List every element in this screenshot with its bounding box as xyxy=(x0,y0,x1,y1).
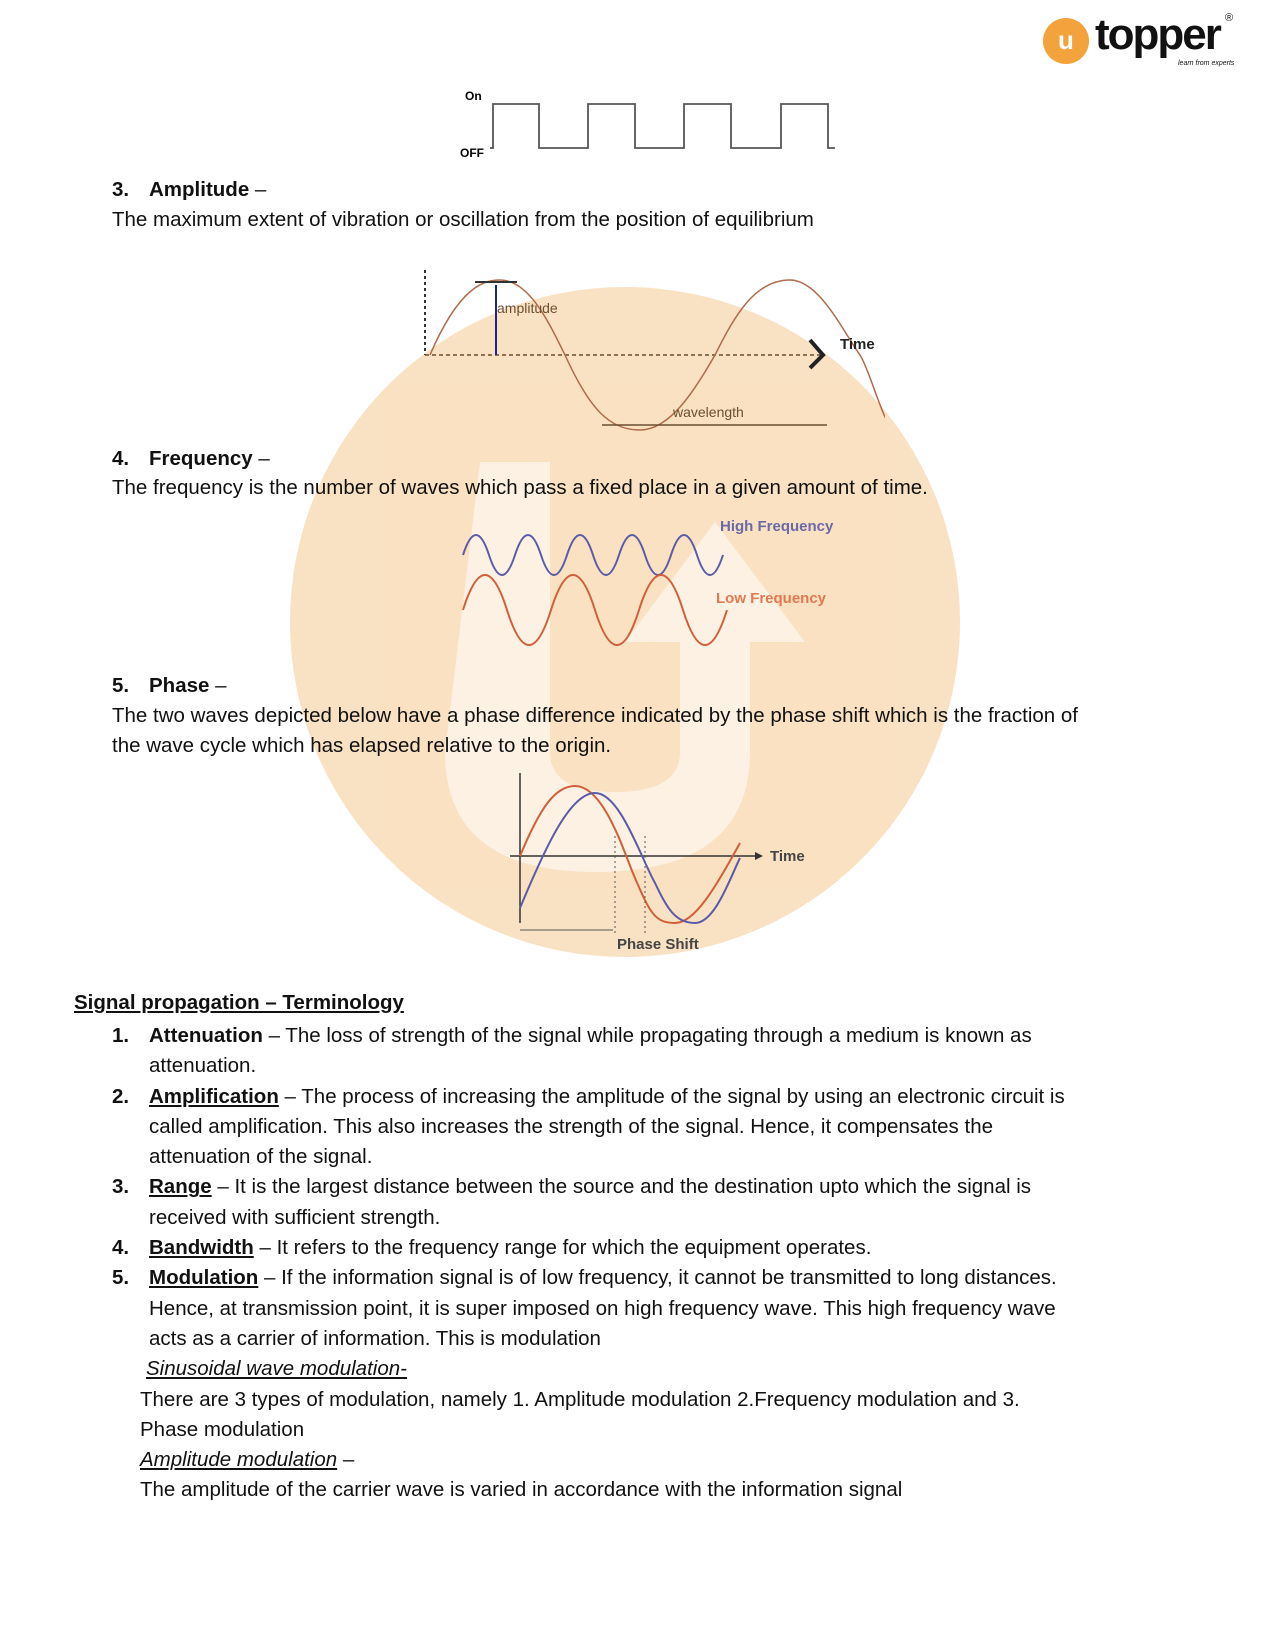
amplitude-heading xyxy=(112,178,266,202)
low-frequency-wave xyxy=(463,575,727,645)
item-text: received with sufficient strength. xyxy=(149,1205,441,1229)
item-text: – It is the largest distance between the source and the destination upto which the signal is xyxy=(217,1175,1032,1199)
am-heading: Amplitude modulation xyxy=(140,1448,338,1472)
time-label: Time xyxy=(840,336,875,353)
item-num: 5. xyxy=(112,1266,130,1290)
amplitude-diagram xyxy=(415,265,885,445)
sinusoidal-body: Phase modulation xyxy=(140,1417,305,1441)
logo-circle-icon: u xyxy=(1043,18,1089,64)
heading-dash: – xyxy=(209,674,227,697)
heading-title: Frequency xyxy=(149,447,253,470)
logo-registered: ® xyxy=(1225,12,1234,24)
item-text: Hence, at transmission point, it is super imposed on high frequency wave. This high frequency wave xyxy=(149,1296,1056,1320)
frequency-body: The frequency is the number of waves which pass a fixed place in a given amount of time. xyxy=(112,476,928,499)
item-text: called amplification. This also increases the strength of the signal. Hence, it compensates the xyxy=(149,1114,993,1138)
off-label: OFF xyxy=(460,146,484,160)
frequency-diagram xyxy=(458,515,848,665)
heading-dash: – xyxy=(249,178,267,201)
item-num: 4. xyxy=(112,1236,130,1260)
list-item-bandwidth xyxy=(112,1233,1065,1263)
sinusoidal-body: There are 3 types of modulation, namely 1. Amplitude modulation 2.Frequency modulation and 3. xyxy=(140,1387,1020,1411)
high-frequency-label: High Frequency xyxy=(720,518,834,535)
on-label: On xyxy=(465,89,482,103)
low-frequency-label: Low Frequency xyxy=(716,590,827,607)
list-item-range xyxy=(112,1172,1065,1233)
item-text: attenuation. xyxy=(149,1054,257,1078)
item-text: acts as a carrier of information. This is modulation xyxy=(149,1326,601,1350)
phase-body-line2: the wave cycle which has elapsed relative to the origin. xyxy=(112,734,612,757)
sinusoidal-heading: Sinusoidal wave modulation- xyxy=(146,1357,407,1381)
heading-num: 3. xyxy=(112,178,130,201)
heading-num: 5. xyxy=(112,674,130,697)
am-heading-line xyxy=(112,1445,1065,1475)
list-item-attenuation xyxy=(112,1021,1065,1082)
terminology-heading: Signal propagation – Terminology xyxy=(74,991,404,1014)
wave-b xyxy=(520,793,740,923)
item-term: Range xyxy=(149,1175,212,1199)
wave-a xyxy=(520,786,740,923)
heading-dash: – xyxy=(252,447,270,470)
logo-tagline: learn from experts xyxy=(1178,60,1235,67)
am-body: The amplitude of the carrier wave is varied in accordance with the information signal xyxy=(140,1478,903,1502)
amplitude-body: The maximum extent of vibration or oscillation from the position of equilibrium xyxy=(112,208,814,231)
wavelength-label: wavelength xyxy=(673,404,744,420)
item-text: attenuation of the signal. xyxy=(149,1145,373,1169)
phase-diagram xyxy=(505,768,815,958)
phase-shift-label: Phase Shift xyxy=(617,936,699,953)
square-wave-line xyxy=(490,104,835,148)
heading-title: Phase xyxy=(149,674,210,697)
logo-brand: topper xyxy=(1095,10,1220,59)
phase-body-line1: The two waves depicted below have a phase difference indicated by the phase shift which is the fraction of xyxy=(112,704,1078,727)
high-frequency-wave xyxy=(463,535,723,575)
time-label: Time xyxy=(770,848,805,865)
item-num: 3. xyxy=(112,1175,130,1199)
item-text: – If the information signal is of low frequency, it cannot be transmitted to long distances. xyxy=(264,1266,1057,1290)
item-text: – The process of increasing the amplitude of the signal by using an electronic circuit is xyxy=(284,1084,1065,1108)
item-term: Attenuation xyxy=(149,1024,263,1047)
item-term: Amplification xyxy=(149,1084,279,1108)
time-arrow-icon xyxy=(810,340,823,368)
heading-num: 4. xyxy=(112,447,130,470)
list-item-modulation xyxy=(112,1263,1065,1354)
heading-title: Amplitude xyxy=(149,178,250,201)
list-item-amplification xyxy=(112,1082,1065,1173)
phase-heading xyxy=(112,674,227,698)
item-text: – It refers to the frequency range for which the equipment operates. xyxy=(259,1236,872,1260)
terminology-list xyxy=(112,1021,1065,1506)
square-wave-diagram xyxy=(455,85,840,160)
logo xyxy=(1043,10,1243,74)
frequency-heading xyxy=(112,447,270,471)
am-dash: – xyxy=(337,1448,355,1472)
item-term: Modulation xyxy=(149,1266,259,1290)
item-term: Bandwidth xyxy=(149,1236,254,1260)
item-num: 2. xyxy=(112,1084,130,1108)
item-text: – The loss of strength of the signal while propagating through a medium is known as xyxy=(268,1024,1032,1047)
amplitude-label: amplitude xyxy=(497,300,558,316)
item-num: 1. xyxy=(112,1024,130,1047)
